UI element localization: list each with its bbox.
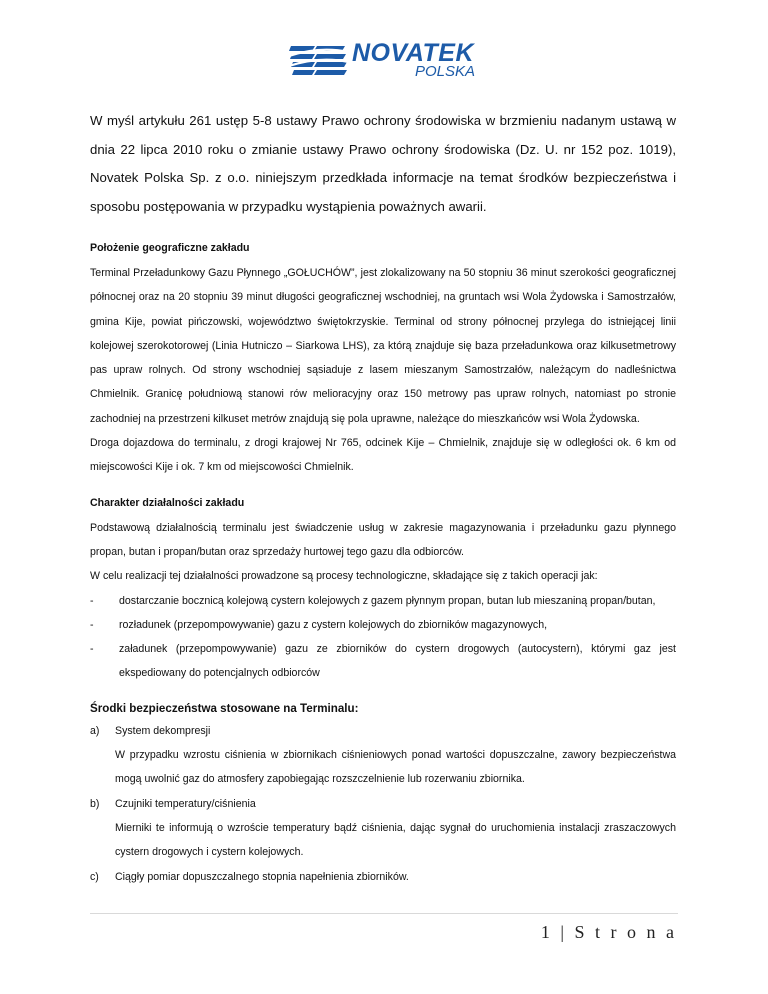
footer-divider [90, 913, 678, 914]
list-item: - rozładunek (przepompowywanie) gazu z cystern kolejowych do zbiorników magazynowych, [90, 618, 548, 631]
section-title-activity: Charakter działalności zakładu [90, 496, 245, 509]
activity-paragraph-1: Podstawową działalnością terminalu jest świadczenie usług w zakresie magazynowania i przeładunku gazu płynnego propan, butan i propan/butan oraz sprzedaży hurtowej tego gazu dla odbiorców. [90, 521, 676, 558]
list-item: - załadunek (przepompowywanie) gazu ze zbiorników do cystern drogowych (autocystern), którymi gaz jest ekspediowany do potencjalnych odbiorców [90, 643, 676, 680]
list-item: - dostarczanie bocznicą kolejową cystern kolejowych z gazem płynnym propan, butan lub mieszaniną propan/butan, [90, 594, 656, 607]
logo-wordmark: NOVATEK [352, 39, 475, 67]
section-title-location: Położenie geograficzne zakładu [90, 242, 250, 254]
company-logo [289, 40, 484, 82]
operations-list [90, 589, 676, 686]
logo-subtitle: POLSKA [415, 63, 476, 80]
activity-paragraph-2: W celu realizacji tej działalności prowadzone są procesy technologiczne, składające się z takich operacji jak: [90, 570, 598, 583]
list-item: a) System dekompresji W przypadku wzrostu ciśnienia w zbiornikach ciśnieniowych ponad wartości dopuszczalne, zawory bezpieczeństwa mogą uwolnić gaz do atmosfery zapobiegając rozszczelnienie lub rozerwaniu zbiornika. [90, 724, 676, 786]
list-item: c) Ciągły pomiar dopuszczalnego stopnia napełnienia zbiorników. [90, 870, 409, 883]
section-title-safety: Środki bezpieczeństwa stosowane na Terminalu: [90, 701, 359, 715]
safety-measures-list [90, 719, 676, 889]
location-paragraph-2: Droga dojazdowa do terminalu, z drogi krajowej Nr 765, odcinek Kije – Chmielnik, znajduje się w odległości ok. 6 km od miejscowości Kije i ok. 7 km od miejscowości Chmielnik. [90, 437, 676, 474]
intro-paragraph: W myśl artykułu 261 ustęp 5-8 ustawy Prawo ochrony środowiska w brzmieniu nadanym ustawą w dnia 22 lipca 2010 roku o zmianie ustawy Prawo ochrony środowiska (Dz. U. nr 152 poz. 1019), Novatek Polska Sp. z o.o. niniejszym przedkłada informacje na temat środków bezpieczeństwa i sposobu postępowania w przypadku wystąpienia poważnych awarii. [90, 113, 676, 214]
page-number: 1 | S t r o n a [540, 922, 677, 942]
location-paragraph-1: Terminal Przeładunkowy Gazu Płynnego „GOŁUCHÓW”, jest zlokalizowany na 50 stopniu 36 minut szerokości geograficznej północnej oraz na 20 stopniu 39 minut długości geograficznej wschodniej, na gruntach wsi Wola Żydowska i Samostrzałów, gmina Kije, powiat pińczowski, województwo świętokrzyskie. Terminal od strony północnej przylega do istniejącej linii kolejowej szerokotorowej (Linia Hutniczo – Siarkowa LHS), za którą znajduje się baza przeładunkowa oraz kilkusetmetrowy pas upraw rolnych. Od strony wschodniej sąsiaduje z lasem mieszanym Samostrzałów, należącym do nadleśnictwa Chmielnik. Granicę południową stanowi rów melioracyjny oraz 150 metrowy pas upraw rolnych, natomiast po stronie zachodniej na przestrzeni kilkuset metrów znajdują się pola uprawne, należące do mieszkańców wsi Wola Żydowska. [90, 267, 676, 425]
document-body [90, 107, 676, 889]
list-item: b) Czujniki temperatury/ciśnienia Mierniki te informują o wzroście temperatury bądź ciśnienia, dając sygnał do uruchomienia instalacji zraszaczowych cystern drogowych i cystern kolejowych. [90, 797, 676, 859]
novatek-flag-logo-icon [289, 42, 349, 80]
